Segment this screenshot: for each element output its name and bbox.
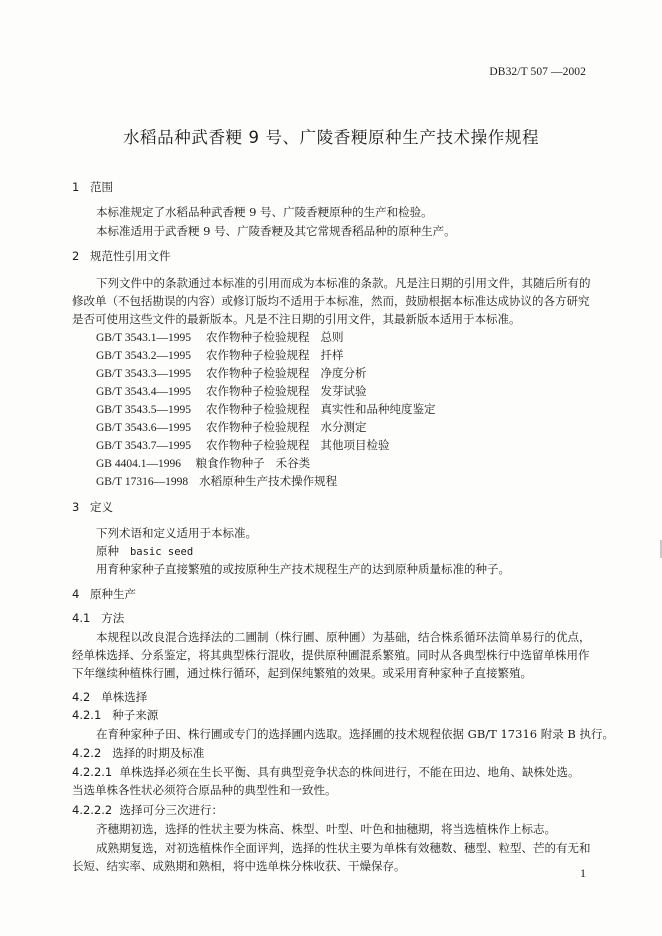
section-4-2-1-heading: 4.2.1 种子来源 xyxy=(72,708,159,722)
term: 原种 xyxy=(96,544,119,558)
section-4-2-2-1-line: 4.2.2.1 单株选择必须在生长平衡、具有典型竞争状态的株间进行，不能在田边、地角、缺株处选。 xyxy=(72,765,580,779)
section-2-paragraph-line: 下列文件中的条款通过本标准的引用而成为本标准的条款。凡是注日期的引用文件，其随后所有的 xyxy=(96,276,591,290)
reference-item: GB/T 3543.1—1995 农作物种子检验规程 总则 xyxy=(96,330,344,344)
reference-item: GB/T 17316—1998 水稻原种生产技术操作规程 xyxy=(96,474,338,488)
reference-item: GB 4404.1—1996 粮食作物种子 禾谷类 xyxy=(96,456,311,470)
section-4-2-2-2-line: 成熟期复选，对初选植株作全面评判，选择的性状主要为单株有效穗数、穗型、粒型、芒的有无和 xyxy=(96,841,591,855)
section-2-paragraph-line: 修改单（不包括勘误的内容）或修订版均不适用于本标准，然而，鼓励根据本标准达成协议的各方研究 xyxy=(72,294,590,308)
term-line xyxy=(96,544,193,559)
section-4-2-2-2-line: 齐穗期初选，选择的性状主要为株高、株型、叶型、叶色和抽穗期，将当选植株作上标志。 xyxy=(96,822,556,836)
reference-item: GB/T 3543.5—1995 农作物种子检验规程 真实性和品种纯度鉴定 xyxy=(96,402,436,416)
section-2-heading: 2 规范性引用文件 xyxy=(72,249,171,263)
section-4-2-heading: 4.2 单株选择 xyxy=(72,690,148,704)
section-4-2-2-1-line: 当选单株各性状必须符合原品种的典型性和一致性。 xyxy=(72,783,337,797)
section-4-1-line: 下年继续种植株行圃，通过株行循环，起到保纯繁殖的效果。或采用育种家种子直接繁殖。 xyxy=(72,666,532,680)
section-4-1-line: 经单株选择、分系鉴定，将其典型株行混收，提供原种圃混系繁殖。同时从各典型株行中选留单株用作 xyxy=(72,648,590,662)
section-4-heading: 4 原种生产 xyxy=(72,587,136,601)
section-3-heading: 3 定义 xyxy=(72,500,113,514)
term-definition: 用育种家种子直接繁殖的或按原种生产技术规程生产的达到原种质量标准的种子。 xyxy=(96,562,510,576)
section-4-2-1-paragraph: 在育种家种子田、株行圃或专门的选择圃内选取。选择圃的技术规程依据 GB/T 17316 附录 B 执行。 xyxy=(96,727,614,741)
reference-item: GB/T 3543.6—1995 农作物种子检验规程 水分测定 xyxy=(96,420,367,434)
section-3-paragraph: 下列术语和定义适用于本标准。 xyxy=(96,526,257,540)
section-2-paragraph-line: 是否可使用这些文件的最新版本。凡是不注日期的引用文件，其最新版本适用于本标准。 xyxy=(72,312,521,326)
section-1-paragraph: 本标准适用于武香粳 9 号、广陵香粳及其它常规香稻品种的原种生产。 xyxy=(96,224,456,238)
section-4-2-2-heading: 4.2.2 选择的时期及标准 xyxy=(72,746,205,760)
document-title: 水稻品种武香粳 9 号、广陵香粳原种生产技术操作规程 xyxy=(122,128,540,147)
document-code: DB32/T 507 —2002 xyxy=(489,66,586,78)
reference-item: GB/T 3543.2—1995 农作物种子检验规程 扦样 xyxy=(96,348,344,362)
reference-item: GB/T 3543.7—1995 农作物种子检验规程 其他项目检验 xyxy=(96,438,390,452)
section-4-2-2-2-line: 长短、结实率、成熟期和熟相，将中选单株分株收获、干燥保存。 xyxy=(72,859,406,873)
reference-item: GB/T 3543.4—1995 农作物种子检验规程 发芽试验 xyxy=(96,384,367,398)
section-1-paragraph: 本标准规定了水稻品种武香粳 9 号、广陵香粳原种的生产和检验。 xyxy=(96,205,433,219)
term-english: basic seed xyxy=(129,546,194,558)
section-4-1-line: 本规程以改良混合选择法的二圃制（株行圃、原种圃）为基础，结合株系循环法简单易行的优点， xyxy=(96,630,591,644)
reference-item: GB/T 3543.3—1995 农作物种子检验规程 净度分析 xyxy=(96,366,367,380)
section-4-1-heading: 4.1 方法 xyxy=(72,611,125,625)
section-1-heading: 1 范围 xyxy=(72,180,113,194)
section-4-2-2-2-heading: 4.2.2.2 选择可分三次进行： xyxy=(72,803,224,817)
page-number: 1 xyxy=(580,866,586,880)
